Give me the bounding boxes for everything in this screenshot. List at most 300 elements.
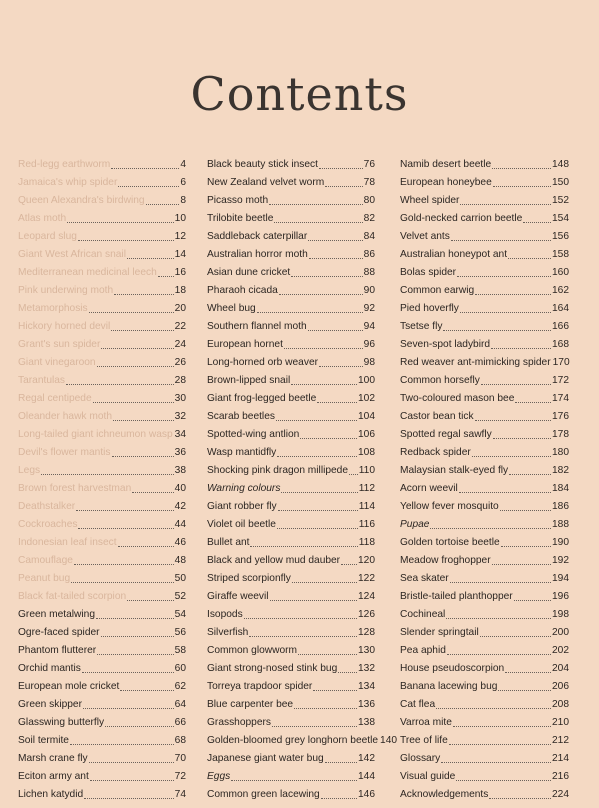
toc-entry-page: 32 [174, 411, 186, 422]
dot-leader [41, 474, 174, 475]
toc-entry-title: Asian dune cricket [207, 267, 291, 278]
toc-entry-title: Silverfish [207, 627, 249, 638]
toc-entry-title: Cat flea [400, 699, 436, 710]
dot-leader [508, 258, 551, 259]
toc-entry-page: 108 [358, 447, 375, 458]
dot-leader [97, 366, 174, 367]
toc-entry-title: Two-coloured mason bee [400, 393, 515, 404]
toc-entry-title: Giant strong-nosed stink bug [207, 663, 338, 674]
toc-entry-title: Pharaoh cicada [207, 285, 278, 296]
toc-entry-title: Malaysian stalk-eyed fly [400, 465, 509, 476]
toc-entry [207, 624, 375, 642]
dot-leader [430, 528, 551, 529]
toc-entry [400, 390, 569, 408]
dot-leader [83, 708, 174, 709]
dot-leader [514, 600, 551, 601]
dot-leader [277, 456, 357, 457]
toc-entry-page: 210 [552, 717, 569, 728]
dot-leader [272, 726, 357, 727]
toc-entry-title: Grasshoppers [207, 717, 271, 728]
toc-entry-page: 214 [552, 753, 569, 764]
toc-entry [18, 246, 186, 264]
toc-entry-page: 170 [552, 357, 570, 368]
dot-leader [325, 186, 362, 187]
toc-entry-title: Eggs [207, 771, 231, 782]
dot-leader [93, 402, 174, 403]
dot-leader [313, 690, 357, 691]
dot-leader [281, 492, 357, 493]
toc-entry [400, 768, 569, 786]
toc-entry [18, 534, 186, 552]
toc-entry [400, 660, 569, 678]
toc-entry-title: Long-horned orb weaver [207, 357, 319, 368]
toc-entry-title: Japanese giant water bug [207, 753, 324, 764]
toc-entry-title: Velvet ants [400, 231, 450, 242]
toc-entry-page: 70 [174, 753, 186, 764]
toc-entry-title: Giraffe weevil [207, 591, 269, 602]
toc-entry [18, 210, 186, 228]
toc-entry [18, 516, 186, 534]
toc-entry-page: 180 [552, 447, 569, 458]
toc-entry-page: 202 [552, 645, 569, 656]
toc-entry-title: Golden tortoise beetle [400, 537, 500, 548]
toc-entry-page: 96 [363, 339, 375, 350]
toc-entry [18, 300, 186, 318]
dot-leader [515, 402, 551, 403]
dot-leader [509, 474, 551, 475]
dot-leader [319, 366, 363, 367]
toc-entry-page: 56 [174, 627, 186, 638]
toc-entry-page: 212 [552, 735, 569, 746]
toc-entry-title: Acorn weevil [400, 483, 458, 494]
toc-entry [400, 498, 569, 516]
toc-entry-title: Camouflage [18, 555, 73, 566]
dot-leader [453, 726, 551, 727]
toc-entry [400, 246, 569, 264]
toc-entry-title: Pied hoverfly [400, 303, 459, 314]
dot-leader [475, 294, 551, 295]
toc-entry-page: 30 [174, 393, 186, 404]
toc-entry-page: 86 [363, 249, 375, 260]
toc-entry-page: 204 [552, 663, 569, 674]
toc-entry-title: Trilobite beetle [207, 213, 274, 224]
toc-entry [400, 372, 569, 390]
toc-entry-title: Regal centipede [18, 393, 92, 404]
toc-entry [207, 534, 375, 552]
toc-entry-title: Tsetse fly [400, 321, 443, 332]
toc-entry-title: Australian horror moth [207, 249, 308, 260]
toc-entry [207, 192, 375, 210]
toc-entry [18, 750, 186, 768]
toc-entry-page: 66 [174, 717, 186, 728]
toc-entry [18, 282, 186, 300]
toc-entry [18, 588, 186, 606]
toc-entry [207, 786, 375, 804]
toc-entry [18, 696, 186, 714]
toc-entry-page: 94 [363, 321, 375, 332]
toc-entry-page: 106 [358, 429, 375, 440]
dot-leader [66, 384, 174, 385]
toc-entry-page: 16 [174, 267, 186, 278]
toc-entry-title: Pupae [400, 519, 430, 530]
toc-entry-page: 136 [358, 699, 375, 710]
toc-entry-page: 158 [552, 249, 569, 260]
toc-entry [400, 534, 569, 552]
toc-entry-page: 134 [358, 681, 375, 692]
toc-entry [207, 750, 375, 768]
toc-entry-page: 172 [552, 375, 569, 386]
toc-entry [400, 228, 569, 246]
toc-entry-title: Cochineal [400, 609, 446, 620]
dot-leader [294, 708, 357, 709]
toc-entry [207, 588, 375, 606]
toc-entry-title: Tree of life [400, 735, 448, 746]
toc-entry-page: 58 [174, 645, 186, 656]
dot-leader [443, 330, 551, 331]
toc-entry-page: 92 [363, 303, 375, 314]
toc-entry [18, 192, 186, 210]
toc-entry-title: Black beauty stick insect [207, 159, 318, 170]
toc-entry [400, 336, 569, 354]
toc-entry-page: 36 [174, 447, 186, 458]
toc-entry-page: 26 [174, 357, 186, 368]
toc-entry-title: Brown forest harvestman [18, 483, 132, 494]
toc-entry-page: 146 [358, 789, 375, 800]
toc-entry-title: European hornet [207, 339, 283, 350]
toc-entry-page: 104 [358, 411, 375, 422]
toc-entry-page: 52 [174, 591, 186, 602]
toc-entry-title: Visual guide [400, 771, 456, 782]
toc-entry [18, 318, 186, 336]
toc-entry [207, 300, 375, 318]
toc-entry [400, 588, 569, 606]
toc-entry-title: Mediterranean medicinal leech [18, 267, 157, 278]
dot-leader [491, 348, 551, 349]
toc-entry-title: Common green lacewing [207, 789, 320, 800]
toc-entry-page: 114 [358, 501, 375, 512]
toc-entry-title: Violet oil beetle [207, 519, 276, 530]
dot-leader [276, 420, 357, 421]
dot-leader [492, 564, 551, 565]
toc-entry [400, 696, 569, 714]
dot-leader [291, 276, 362, 277]
toc-entry [18, 678, 186, 696]
toc-entry [18, 408, 186, 426]
toc-entry [207, 318, 375, 336]
dot-leader [447, 654, 551, 655]
toc-entry-title: Lichen katydid [18, 789, 84, 800]
toc-entry-title: Long-tailed giant ichneumon wasp [18, 429, 173, 440]
dot-leader [269, 204, 363, 205]
toc-entry-title: Red-legg earthworm [18, 159, 111, 170]
toc-entry-title: Hickory horned devil [18, 321, 111, 332]
toc-entry-title: Black fat-tailed scorpion [18, 591, 127, 602]
dot-leader [250, 546, 357, 547]
toc-entry [400, 678, 569, 696]
toc-entry [207, 444, 375, 462]
toc-entry-title: European mole cricket [18, 681, 120, 692]
dot-leader [319, 168, 363, 169]
toc-entry [18, 228, 186, 246]
toc-entry [18, 660, 186, 678]
toc-entry [18, 570, 186, 588]
toc-entry [400, 444, 569, 462]
toc-entry-title: Bolas spider [400, 267, 457, 278]
toc-entry-page: 224 [552, 789, 569, 800]
toc-entry-title: Meadow froghopper [400, 555, 491, 566]
dot-leader [101, 636, 174, 637]
toc-entry-page: 216 [552, 771, 569, 782]
toc-entry-title: Phantom flutterer [18, 645, 97, 656]
toc-entry-page: 148 [552, 159, 569, 170]
dot-leader [338, 672, 357, 673]
toc-entry-title: Queen Alexandra's birdwing [18, 195, 145, 206]
toc-entry-title: Warning colours [207, 483, 281, 494]
toc-entry [400, 318, 569, 336]
dot-leader [460, 204, 551, 205]
toc-entry-page: 54 [174, 609, 186, 620]
dot-leader [146, 204, 180, 205]
dot-leader [274, 222, 362, 223]
toc-entry-title: Ogre-faced spider [18, 627, 100, 638]
toc-entry-page: 140 [380, 735, 398, 746]
toc-entry-title: Banana lacewing bug [400, 681, 498, 692]
toc-entry [207, 336, 375, 354]
dot-leader [270, 600, 357, 601]
toc-entry-page: 20 [174, 303, 186, 314]
toc-entry-title: Isopods [207, 609, 243, 620]
toc-entry-title: Torreya trapdoor spider [207, 681, 313, 692]
toc-entry [18, 264, 186, 282]
toc-entry-page: 208 [552, 699, 569, 710]
toc-entry [18, 336, 186, 354]
toc-entry-title: Varroa mite [400, 717, 452, 728]
toc-entry-title: Australian honeypot ant [400, 249, 508, 260]
toc-entry-title: Brown-lipped snail [207, 375, 291, 386]
toc-entry [400, 570, 569, 588]
toc-entry [18, 174, 186, 192]
toc-entry-page: 118 [358, 537, 375, 548]
toc-entry-page: 132 [358, 663, 375, 674]
toc-entry-page: 42 [174, 501, 186, 512]
toc-entry-page: 128 [358, 627, 375, 638]
toc-entry [18, 552, 186, 570]
toc-entry-title: Indonesian leaf insect [18, 537, 117, 548]
dot-leader [325, 762, 357, 763]
dot-leader [118, 186, 179, 187]
toc-entry-title: Gold-necked carrion beetle [400, 213, 523, 224]
toc-entry [400, 750, 569, 768]
dot-leader [127, 600, 174, 601]
toc-entry-page: 130 [358, 645, 375, 656]
toc-entry-title: Black and yellow mud dauber [207, 555, 341, 566]
toc-entry [18, 786, 186, 804]
dot-leader [441, 762, 551, 763]
toc-entry-title: Giant West African snail [18, 249, 126, 260]
dot-leader [446, 618, 551, 619]
toc-entry [18, 444, 186, 462]
dot-leader [277, 528, 358, 529]
toc-entry-title: Wheel spider [400, 195, 460, 206]
toc-entry-title: Giant frog-legged beetle [207, 393, 317, 404]
dot-leader [308, 240, 362, 241]
toc-entry [207, 714, 375, 732]
toc-entry [400, 264, 569, 282]
toc-entry-page: 184 [552, 483, 569, 494]
toc-entry-title: Pink underwing moth [18, 285, 114, 296]
toc-entry-title: Metamorphosis [18, 303, 88, 314]
toc-entry [400, 480, 569, 498]
toc-entry-page: 80 [363, 195, 375, 206]
toc-entry-page: 84 [363, 231, 375, 242]
dot-leader [89, 312, 174, 313]
toc-entry-page: 22 [174, 321, 186, 332]
toc-entry [207, 498, 375, 516]
toc-entry [18, 606, 186, 624]
toc-entry-page: 160 [552, 267, 569, 278]
toc-entry-page: 142 [358, 753, 375, 764]
dot-leader [341, 564, 357, 565]
toc-entry [400, 516, 569, 534]
toc-entry [400, 210, 569, 228]
toc-entry [207, 570, 375, 588]
toc-entry [207, 696, 375, 714]
toc-entry-title: Bristle-tailed planthopper [400, 591, 513, 602]
toc-entry-title: Glasswing butterfly [18, 717, 105, 728]
toc-entry-title: Common earwig [400, 285, 475, 296]
dot-leader [459, 492, 551, 493]
toc-entry-page: 76 [363, 159, 375, 170]
dot-leader [284, 348, 363, 349]
toc-entry-title: Glossary [400, 753, 441, 764]
dot-leader [457, 276, 551, 277]
toc-entry-title: Marsh crane fly [18, 753, 88, 764]
dot-leader [71, 582, 174, 583]
toc-entry-page: 196 [552, 591, 569, 602]
toc-entry-page: 152 [552, 195, 569, 206]
toc-entry-title: Red weaver ant-mimicking spider [400, 357, 551, 368]
toc-entry-page: 206 [552, 681, 569, 692]
toc-entry-page: 40 [174, 483, 186, 494]
toc-entry-title: Blue carpenter bee [207, 699, 294, 710]
toc-entry-page: 166 [552, 321, 569, 332]
toc-entry-page: 82 [363, 213, 375, 224]
toc-entry-title: Green skipper [18, 699, 82, 710]
toc-entry-page: 200 [552, 627, 569, 638]
dot-leader [78, 528, 173, 529]
toc-entry-title: Grant's sun spider [18, 339, 101, 350]
toc-entry [207, 426, 375, 444]
dot-leader [70, 744, 174, 745]
dot-leader [84, 798, 174, 799]
dot-leader [132, 492, 173, 493]
toc-entry-page: 68 [174, 735, 186, 746]
toc-entry-page: 194 [552, 573, 569, 584]
toc-entry [18, 480, 186, 498]
toc-entry-title: Yellow fever mosquito [400, 501, 499, 512]
dot-leader [472, 456, 551, 457]
toc-entry-title: Striped scorpionfly [207, 573, 291, 584]
dot-leader [291, 384, 357, 385]
dot-leader [480, 636, 551, 637]
toc-entry-page: 34 [174, 429, 186, 440]
toc-entry [207, 174, 375, 192]
toc-entry-page: 78 [363, 177, 375, 188]
toc-entry-page: 176 [552, 411, 569, 422]
toc-entry [18, 714, 186, 732]
toc-entry [400, 462, 569, 480]
toc-entry-title: Slender springtail [400, 627, 479, 638]
toc-entry [18, 354, 186, 372]
toc-entry-title: Tarantulas [18, 375, 66, 386]
toc-entry [18, 390, 186, 408]
dot-leader [308, 330, 363, 331]
toc-entry-title: Saddleback caterpillar [207, 231, 308, 242]
dot-leader [257, 312, 363, 313]
toc-entry [207, 282, 375, 300]
toc-entry-page: 110 [358, 465, 375, 476]
dot-leader [436, 708, 551, 709]
toc-entry-title: Spotted regal sawfly [400, 429, 492, 440]
dot-leader [298, 654, 357, 655]
toc-entry-page: 198 [552, 609, 569, 620]
toc-entry [400, 714, 569, 732]
toc-entry [400, 624, 569, 642]
toc-entry-title: Leopard slug [18, 231, 77, 242]
toc-entry-title: Green metalwing [18, 609, 96, 620]
dot-leader [114, 294, 174, 295]
dot-leader [450, 582, 551, 583]
toc-entry-title: New Zealand velvet worm [207, 177, 325, 188]
toc-entry [400, 642, 569, 660]
toc-entry-page: 162 [552, 285, 569, 296]
toc-entry-title: Pea aphid [400, 645, 446, 656]
toc-entry-page: 72 [174, 771, 186, 782]
toc-entry-page: 178 [552, 429, 569, 440]
page-title: Contents [190, 66, 409, 121]
toc-entry [18, 768, 186, 786]
toc-entry-page: 48 [174, 555, 186, 566]
toc-entry-page: 138 [358, 717, 375, 728]
dot-leader [78, 240, 174, 241]
toc-entry-page: 126 [358, 609, 375, 620]
dot-leader [244, 618, 357, 619]
dot-leader [249, 636, 357, 637]
toc-entry-title: Spotted-wing antlion [207, 429, 300, 440]
contents-column-2 [207, 156, 398, 804]
toc-entry [207, 264, 375, 282]
dot-leader [101, 348, 173, 349]
dot-leader [76, 510, 173, 511]
dot-leader [500, 510, 551, 511]
dot-leader [112, 456, 174, 457]
toc-entry-title: Picasso moth [207, 195, 269, 206]
contents-column-3 [400, 156, 569, 804]
toc-entry-page: 102 [358, 393, 375, 404]
toc-entry [400, 732, 569, 750]
toc-entry-page: 4 [180, 159, 186, 170]
toc-entry [207, 390, 375, 408]
toc-entry-title: Legs [18, 465, 41, 476]
dot-leader [127, 258, 174, 259]
dot-leader [97, 654, 174, 655]
toc-entry [207, 732, 398, 750]
toc-entry-page: 6 [180, 177, 186, 188]
toc-entry-title: Bullet ant [207, 537, 250, 548]
dot-leader [456, 780, 551, 781]
toc-entry-page: 60 [174, 663, 186, 674]
toc-entry-page: 174 [552, 393, 569, 404]
